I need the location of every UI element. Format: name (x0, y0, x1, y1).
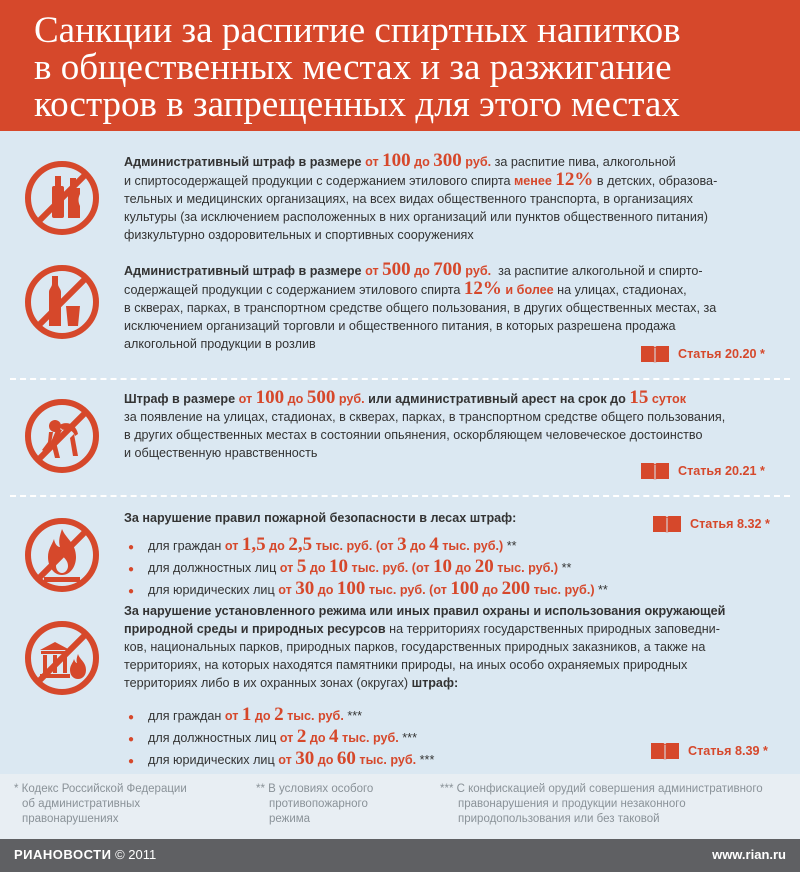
no-bottle-glass-icon (22, 262, 102, 342)
article-20-20-link[interactable] (640, 343, 765, 365)
page-title-line-2: в общественных местах и за разжигание (34, 47, 672, 88)
list-item: ● для граждан от 1,5 до 2,5 тыс. руб. (от 3 до 4 тыс. руб.) ** (128, 534, 517, 555)
s2-paragraph: Штраф в размере от 100 до 500 руб. или административный арест на срок до 15 суток за появление на улицах, стадионах, в скверах, парках, в транспортном средстве общего пользования, в других общественных местах в состоянии опьянения, оскорбляющем человеческое достоинство и общественную нравственность (124, 387, 726, 460)
book-icon (652, 513, 682, 535)
footnote-1: * Кодекс Российской Федерации об административных правонарушениях (14, 783, 187, 825)
footer-bar (0, 839, 800, 872)
article-20-21-label: Статья 20.21 * (678, 464, 765, 478)
s3-fine-list (128, 535, 608, 601)
no-drunk-person-icon (22, 396, 102, 476)
s4-fine-list (128, 705, 434, 771)
book-icon (640, 343, 670, 365)
book-icon (650, 740, 680, 762)
article-8-32-label: Статья 8.32 * (690, 517, 770, 531)
list-item: ● для граждан от 1 до 2 тыс. руб. *** (128, 704, 363, 725)
article-8-32-link[interactable] (652, 513, 770, 535)
no-alcohol-bottles-icon (22, 158, 102, 238)
book-icon (640, 460, 670, 482)
no-fire-icon (22, 515, 102, 595)
list-item: ● для юридических лиц от 30 до 60 тыс. руб. *** (128, 748, 435, 769)
list-item: ● для должностных лиц от 2 до 4 тыс. руб. *** (128, 726, 417, 747)
s1-paragraph-1: Административный штраф в размере от 100 до 300 руб. за распитие пива, алкогольной и спиртосодержащей продукции с содержанием этилового спирта менее 12% в детских, образова- тельных и медицинских организациях, на всех видах общественного транспорта, в организациях культуры (за исключением расположенных в них организаций или пунктов общественного питания) физкультурно оздоровительных и спортивных сооружениях (124, 150, 718, 242)
page-title-line-1: Санкции за распитие спиртных напитков (34, 10, 681, 51)
ria-novosti-logo: РИАНОВОСТИ © 2011 (14, 847, 157, 862)
no-monument-fire-icon (22, 618, 102, 698)
article-20-21-link[interactable] (640, 460, 765, 482)
list-item: ● для юридических лиц от 30 до 100 тыс. руб. (от 100 до 200 тыс. руб.) ** (128, 578, 608, 599)
s3-heading: За нарушение правил пожарной безопасности в лесах штраф: (124, 511, 517, 525)
footnote-3: *** С конфискацией орудий совершения административного правонарушения и продукции незаконного природопользования или без таковой (440, 783, 763, 825)
divider (10, 495, 790, 497)
footnotes (0, 774, 800, 839)
s1-paragraph-2: Административный штраф в размере от 500 до 700 руб. за распитие алкогольной и спирто- содержащей продукции с содержанием этилового спирта 12% и более на улицах, стадионах, в скверах, парках, в транспортном средстве общего пользования, в других общественных местах, за исключением организаций торговли и общественного питания, в которых разрешена продажа алкогольной продукции в розлив (124, 259, 717, 351)
list-item: ● для должностных лиц от 5 до 10 тыс. руб. (от 10 до 20 тыс. руб.) ** (128, 556, 572, 577)
article-8-39-link[interactable] (650, 740, 768, 762)
article-20-20-label: Статья 20.20 * (678, 347, 765, 361)
footnote-2: ** В условиях особого противопожарного режима (256, 783, 374, 825)
article-8-39-label: Статья 8.39 * (688, 744, 768, 758)
site-link[interactable]: www.rian.ru (712, 847, 786, 862)
header (0, 0, 800, 131)
s4-paragraph: За нарушение установленного режима или иных правил охраны и использования окружающей природной среды и природных ресурсов на территориях государственных природных заповедни- ков, национальных парков, природных парков, государственных природных заказников, а также на территориях, на которых находятся памятники природы, на иных особо охраняемых природных территориях либо в их охранных зонах (округах) штраф: (124, 604, 726, 690)
page-title-line-3: костров в запрещенных для этого местах (34, 84, 680, 125)
divider (10, 378, 790, 380)
